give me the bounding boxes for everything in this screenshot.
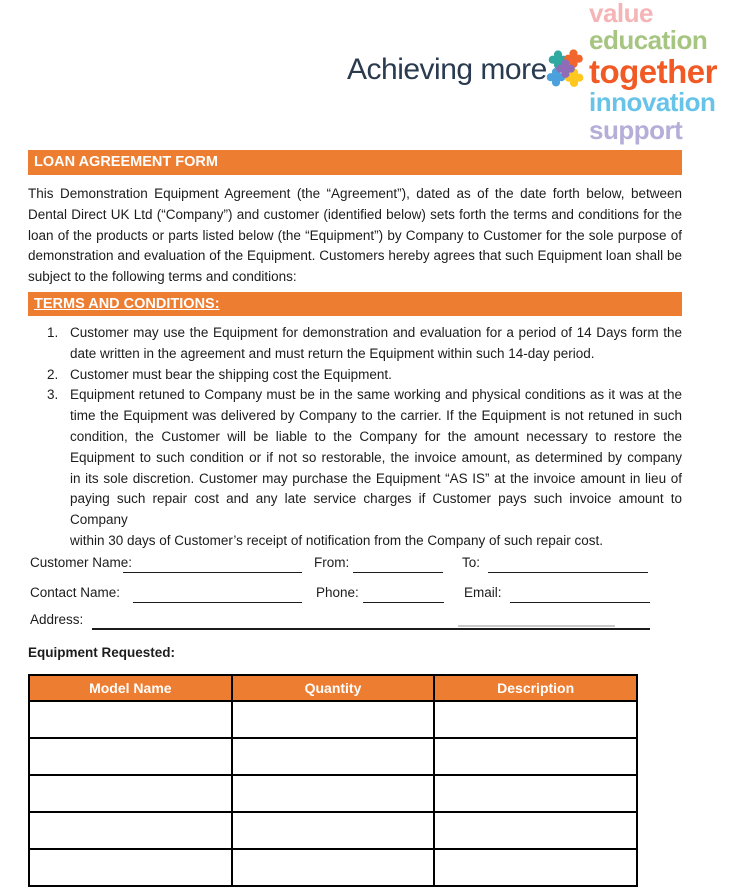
phone-label: Phone:: [316, 585, 359, 600]
email-blank[interactable]: [510, 602, 650, 603]
table-cell-quantity[interactable]: [232, 701, 435, 738]
term-line: condition, the Customer will be liable to the Company for the amount necessary to restore the: [70, 428, 682, 444]
table-header-description: Description: [434, 675, 637, 701]
email-label: Email:: [464, 585, 502, 600]
paragraph-line: demonstration and evaluation of the Equipment. Customers hereby agrees that such Equipment loan shall be: [28, 248, 682, 264]
equipment-table: [28, 674, 638, 887]
terms-list: [47, 323, 682, 552]
from-label: From:: [314, 555, 350, 570]
page-title: LOAN AGREEMENT FORM: [34, 154, 218, 170]
term-line: within 30 days of Customer’s receipt of notification from the Company of such repair cost.: [70, 532, 603, 548]
table-cell-model-name[interactable]: [29, 701, 232, 738]
terms-heading: TERMS AND CONDITIONS:: [34, 296, 220, 312]
equipment-requested-label: Equipment Requested:: [28, 645, 176, 660]
term-item-2: [47, 365, 682, 386]
term-line: date written in the agreement and must return the Equipment within such 14-day period.: [70, 345, 595, 361]
table-row: [29, 849, 637, 886]
paragraph-line: This Demonstration Equipment Agreement (the “Agreement”), dated as of the date forth below, between: [28, 186, 682, 201]
to-blank[interactable]: [488, 572, 648, 573]
table-row: [29, 812, 637, 849]
customer-name-label: Customer Name:: [30, 555, 133, 570]
table-row: [29, 775, 637, 812]
phone-blank[interactable]: [363, 602, 444, 603]
term-line: Equipment to such condition or if not so restorable, the invoice amount, as determined by company: [70, 449, 682, 465]
table-row: [29, 738, 637, 775]
term-line: Equipment retuned to Company must be in the same working and physical conditions as it was at the: [70, 387, 682, 403]
table-cell-model-name[interactable]: [29, 812, 232, 849]
paragraph-line: Dental Direct UK Ltd (“Company”) and customer (identified below) sets forth the terms and conditions for the: [28, 206, 682, 222]
logo-word-list: [589, 1, 739, 144]
contact-name-label: Contact Name:: [30, 585, 121, 600]
table-cell-description[interactable]: [434, 812, 637, 849]
logo-word: together: [589, 53, 717, 90]
term-number: 2.: [47, 366, 59, 382]
to-label: To:: [462, 555, 481, 570]
customer-name-blank[interactable]: [123, 572, 302, 573]
logo-flower-icon: [546, 47, 584, 97]
terms-and-conditions-bar: [28, 292, 682, 316]
table-cell-description[interactable]: [434, 738, 637, 775]
table-cell-quantity[interactable]: [232, 738, 435, 775]
term-line: Customer must bear the shipping cost the Equipment.: [70, 366, 392, 382]
address-blank-gray-segment: [458, 625, 615, 627]
term-line: time the Equipment was delivered by Company to the carrier. If the Equipment is not retuned in such: [70, 408, 682, 424]
intro-paragraph: [28, 184, 682, 288]
table-cell-model-name[interactable]: [29, 775, 232, 812]
address-blank[interactable]: [92, 628, 650, 630]
term-line: paying such repair cost and any late service charges if Customer pays such invoice amount to Company: [70, 491, 682, 528]
equipment-table-header-row: [29, 675, 637, 701]
loan-agreement-title-bar: [28, 150, 682, 175]
table-header-quantity: Quantity: [232, 675, 435, 701]
table-row: [29, 701, 637, 738]
paragraph-line: subject to the following terms and conditions:: [28, 269, 297, 285]
table-cell-description[interactable]: [434, 849, 637, 886]
term-line: Customer may use the Equipment for demonstration and evaluation for a period of 14 Days form the: [70, 325, 682, 340]
table-cell-model-name[interactable]: [29, 738, 232, 775]
logo-tagline: Achieving more: [347, 53, 547, 86]
paragraph-line: loan of the products or parts listed below (the “Equipment”) by Company to Customer for the sole purpose of: [28, 227, 682, 243]
logo-word: value: [589, 0, 653, 28]
term-line: in its sole discretion. Customer may purchase the Equipment “AS IS” at the invoice amount in lieu of: [70, 470, 682, 486]
from-blank[interactable]: [353, 572, 443, 573]
table-header-model-name: Model Name: [29, 675, 232, 701]
logo-word: education: [589, 25, 708, 55]
term-item-3: [47, 385, 682, 551]
table-cell-quantity[interactable]: [232, 812, 435, 849]
term-number: 1.: [47, 325, 59, 340]
table-cell-description[interactable]: [434, 775, 637, 812]
term-item-1: [47, 323, 682, 365]
contact-name-blank[interactable]: [133, 602, 302, 603]
table-cell-quantity[interactable]: [232, 775, 435, 812]
table-cell-description[interactable]: [434, 701, 637, 738]
logo-word: innovation: [589, 87, 716, 117]
term-number: 3.: [47, 387, 59, 403]
logo-word: support: [589, 115, 683, 145]
address-label: Address:: [30, 612, 84, 627]
table-cell-quantity[interactable]: [232, 849, 435, 886]
table-cell-model-name[interactable]: [29, 849, 232, 886]
